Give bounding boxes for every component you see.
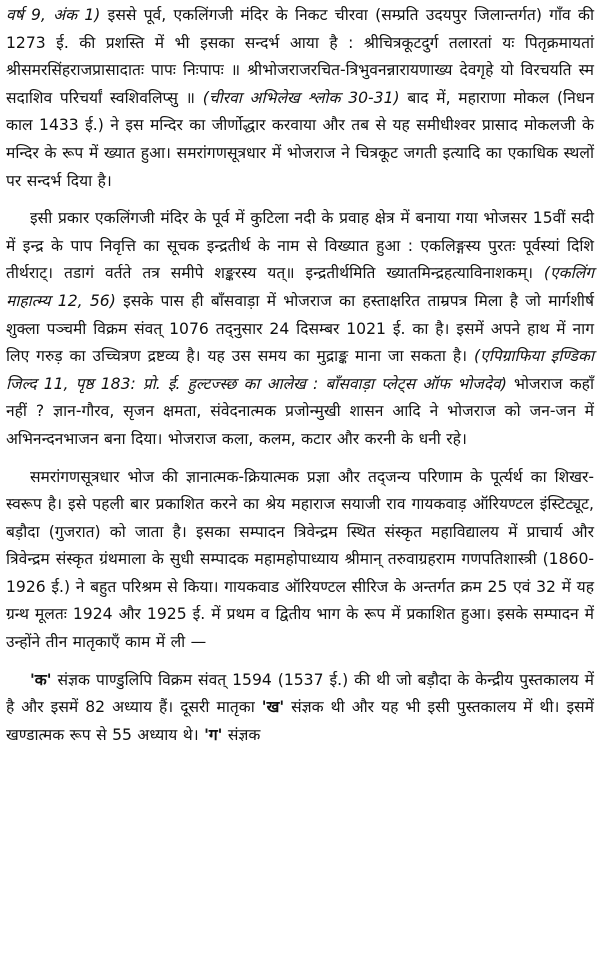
citation-text: वर्ष 9, अंक 1) — [6, 6, 101, 24]
body-text: बाद में, महाराणा मोकल (निधन काल 1433 ई.) ने इस मन्दिर का जीर्णोद्धार करवाया और तब से यह समीधीश्वर प्रासाद मोकलजी के मन्दिर के रूप में ख्यात हुआ। समरांगणसूत्रधार में भोजराज ने चित्रकूट जगती इत्यादि का एकाधिक स्थलों पर सन्दर्भ दिया है। — [6, 88, 594, 190]
body-text: इसी प्रकार एकलिंगजी मंदिर के पूर्व में कुटिला नदी के प्रवाह क्षेत्र में बनाया गया भोजसर 15वीं सदी में इन्द्र के पाप निवृत्ति का सूचक इन्द्रतीर्थ के नाम से विख्यात हुआ : एकलिङ्गस्य पुरतः पूर्वस्यां दिशि तीर्थराट्। तडागं वर्तते तत्र समीपे शङ्करस्य यत्॥ इन्द्रतीर्थमिति ख्यातमिन्द्रहत्याविनाशकम्। — [6, 209, 594, 283]
manuscript-label: 'ग' — [204, 725, 223, 744]
paragraph-1 — [6, 2, 594, 195]
body-text: संज्ञक पाण्डुलिपि विक्रम संवत् 1594 (1537 ई.) की थी जो बड़ौदा के केन्द्रीय पुस्तकालय में है और इसमें 82 अध्याय हैं। दूसरी मातृका — [6, 670, 594, 717]
manuscript-label: 'ख' — [261, 698, 285, 717]
paragraph-2 — [6, 205, 594, 453]
citation-text: (एपिग्राफिया इण्डिका जिल्द 11, पृष्ठ 183: प्रो. ई. हुल्टज्स्छ का आलेख : बाँसवाड़ा प्लेट्स ऑफ भोजदेव) — [6, 347, 595, 393]
body-text: इससे पूर्व, एकलिंगजी मंदिर के निकट चीरवा (सम्प्रति उदयपुर जिलान्तर्गत) गाँव की 1273 ई. की प्रशस्ति में भी इसका सन्दर्भ आया है : श्रीचित्रकूटदुर्ग तलारतां यः पितृक्रमायतां श्रीसमरसिंहराजप्रासादातः पापः निःपापः ॥ श्रीभोजराजरचित-त्रिभुवनन्नारायणाख्य देवगृहे यो विरचयति स्म सदाशिव परिचर्यां स्वशिवलिप्सु ॥ — [6, 6, 595, 107]
paragraph-4 — [6, 667, 594, 750]
paragraph-3 — [6, 464, 594, 657]
citation-text: (एकलिंग माहात्म्य 12, 56) — [6, 264, 594, 310]
body-text: इसके पास ही बाँसवाड़ा में भोजराज का हस्ताक्षरित ताम्रपत्र मिला है जो मार्गशीर्ष शुक्ला पञ्चमी विक्रम संवत् 1076 तद्नुसार 24 दिसम्बर 1021 ई. का है। इसमें अपने हाथ में नाग लिए गरुड़ का उच्चित्रण द्रष्टव्य है। यह उस समय का मुद्राङ्क माना जा सकता है। — [6, 291, 594, 366]
citation-text: (चीरवा अभिलेख श्लोक 30-31) — [202, 88, 400, 107]
body-text: संज्ञक थी और यह भी इसी पुस्तकालय में थी। इसमें खण्डात्मक रूप से 55 अध्याय थे। — [6, 698, 594, 744]
manuscript-label: 'क' — [30, 670, 52, 689]
body-text: समरांगणसूत्रधार भोज की ज्ञानात्मक-क्रियात्मक प्रज्ञा और तद्जन्य परिणाम के पूर्त्यर्थ का शिखर-स्वरूप है। इसे पहली बार प्रकाशित करने का श्रेय महाराज सयाजी राव गायकवाड़ ऑरियण्टल इंस्टिट्यूट, बड़ौदा (गुजरात) को जाता है। इसका सम्पादन त्रिवेन्द्रम स्थित संस्कृत महाविद्यालय में प्राचार्य और त्रिवेन्द्रम संस्कृत ग्रंथमाला के सुधी सम्पादक महामहोपाध्याय श्रीमान् तरुवाग्रहराम गणपतिशास्त्री (1860-1926 ई.) ने बहुत परिश्रम से किया। गायकवाड ऑरियण्टल सीरिज के अन्तर्गत क्रम 25 एवं 32 में यह ग्रन्थ मूलतः 1924 और 1925 ई. में प्रथम व द्वितीय भाग के रूप में प्रकाशित हुआ। इसके सम्पादन में उन्होंने तीन मातृकाएँ काम में ली — — [6, 467, 594, 652]
body-text: संज्ञक — [222, 725, 261, 744]
body-text: भोजराज कहाँ नहीं ? ज्ञान-गौरव, सृजन क्षमता, संवेदनात्मक प्रजोन्मुखी शासन आदि ने भोजराज को जन-जन में अभिनन्दनभाजन बना दिया। भोजराज कला, कलम, कटार और करनी के धनी रहे। — [6, 374, 594, 448]
